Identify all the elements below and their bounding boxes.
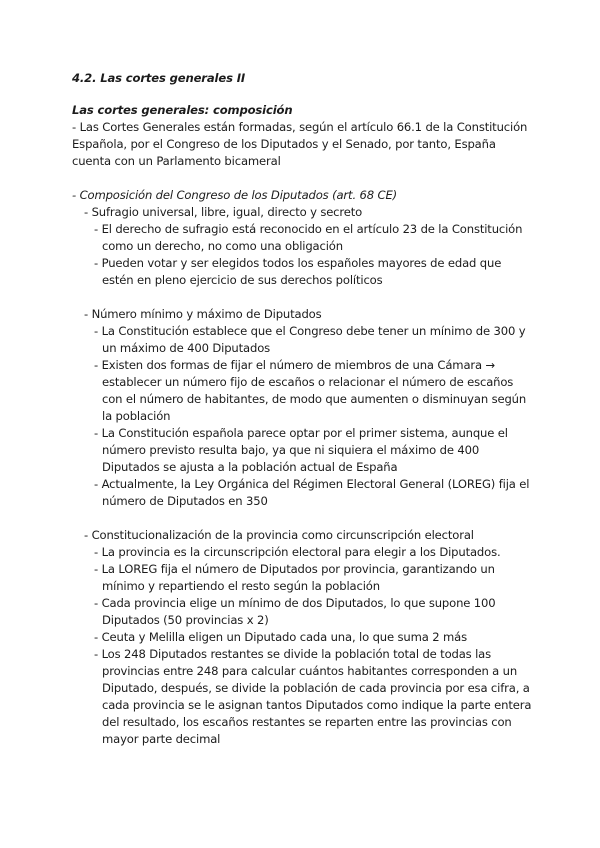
document-title: 4.2. Las cortes generales II xyxy=(72,71,246,85)
congress-composition-heading: - Composición del Congreso de los Diputados (art. 68 CE) xyxy=(72,188,397,202)
document-page xyxy=(72,70,534,748)
suffrage-heading: - Sufragio universal, libre, igual, directo y secreto xyxy=(84,205,363,219)
list-item: - La provincia es la circunscripción electoral para elegir a los Diputados. xyxy=(94,545,501,559)
list-item: - Actualmente, la Ley Orgánica del Régimen Electoral General (LOREG) fija el número de Diputados en 350 xyxy=(94,477,530,508)
deputies-number-section xyxy=(72,306,534,510)
list-item: - Los 248 Diputados restantes se divide la población total de todas las provincias entre 248 para calcular cuántos habitantes corresponden a un Diputado, después, se divide la población de cada provincia por esa cifra, a cada provincia se le asignan tantos Diputados como indique la parte entera del resultado, los escaños restantes se reparten entre las provincias con mayor parte decimal xyxy=(94,647,532,746)
intro-paragraph: - Las Cortes Generales están formadas, según el artículo 66.1 de la Constitución Española, por el Congreso de los Diputados y el Senado, por tanto, España cuenta con un Parlamento bicameral xyxy=(72,120,528,168)
list-item: - La Constitución establece que el Congreso debe tener un mínimo de 300 y un máximo de 400 Diputados xyxy=(94,324,526,355)
suffrage-section xyxy=(72,204,534,289)
list-item: - La LOREG fija el número de Diputados por provincia, garantizando un mínimo y repartiendo el resto según la población xyxy=(94,562,495,593)
list-item: - Ceuta y Melilla eligen un Diputado cada una, lo que suma 2 más xyxy=(94,630,467,644)
deputies-number-heading: - Número mínimo y máximo de Diputados xyxy=(84,307,322,321)
list-item: - Cada provincia elige un mínimo de dos Diputados, lo que supone 100 Diputados (50 provincias x 2) xyxy=(94,596,496,627)
list-item: - La Constitución española parece optar por el primer sistema, aunque el número previsto resulta bajo, ya que ni siquiera el máximo de 400 Diputados se ajusta a la población actual de España xyxy=(94,426,508,474)
list-item: - Pueden votar y ser elegidos todos los españoles mayores de edad que estén en pleno ejercicio de sus derechos políticos xyxy=(94,256,502,287)
province-constituency-section xyxy=(72,527,534,748)
list-item: - El derecho de sufragio está reconocido en el artículo 23 de la Constitución como un derecho, no como una obligación xyxy=(94,222,523,253)
section-subtitle: Las cortes generales: composición xyxy=(72,103,293,117)
list-item: - Existen dos formas de fijar el número de miembros de una Cámara → establecer un número fijo de escaños o relacionar el número de escaños con el número de habitantes, de modo que aumenten o disminuyan según la población xyxy=(94,358,527,423)
province-constituency-heading: - Constitucionalización de la provincia como circunscripción electoral xyxy=(84,528,474,542)
